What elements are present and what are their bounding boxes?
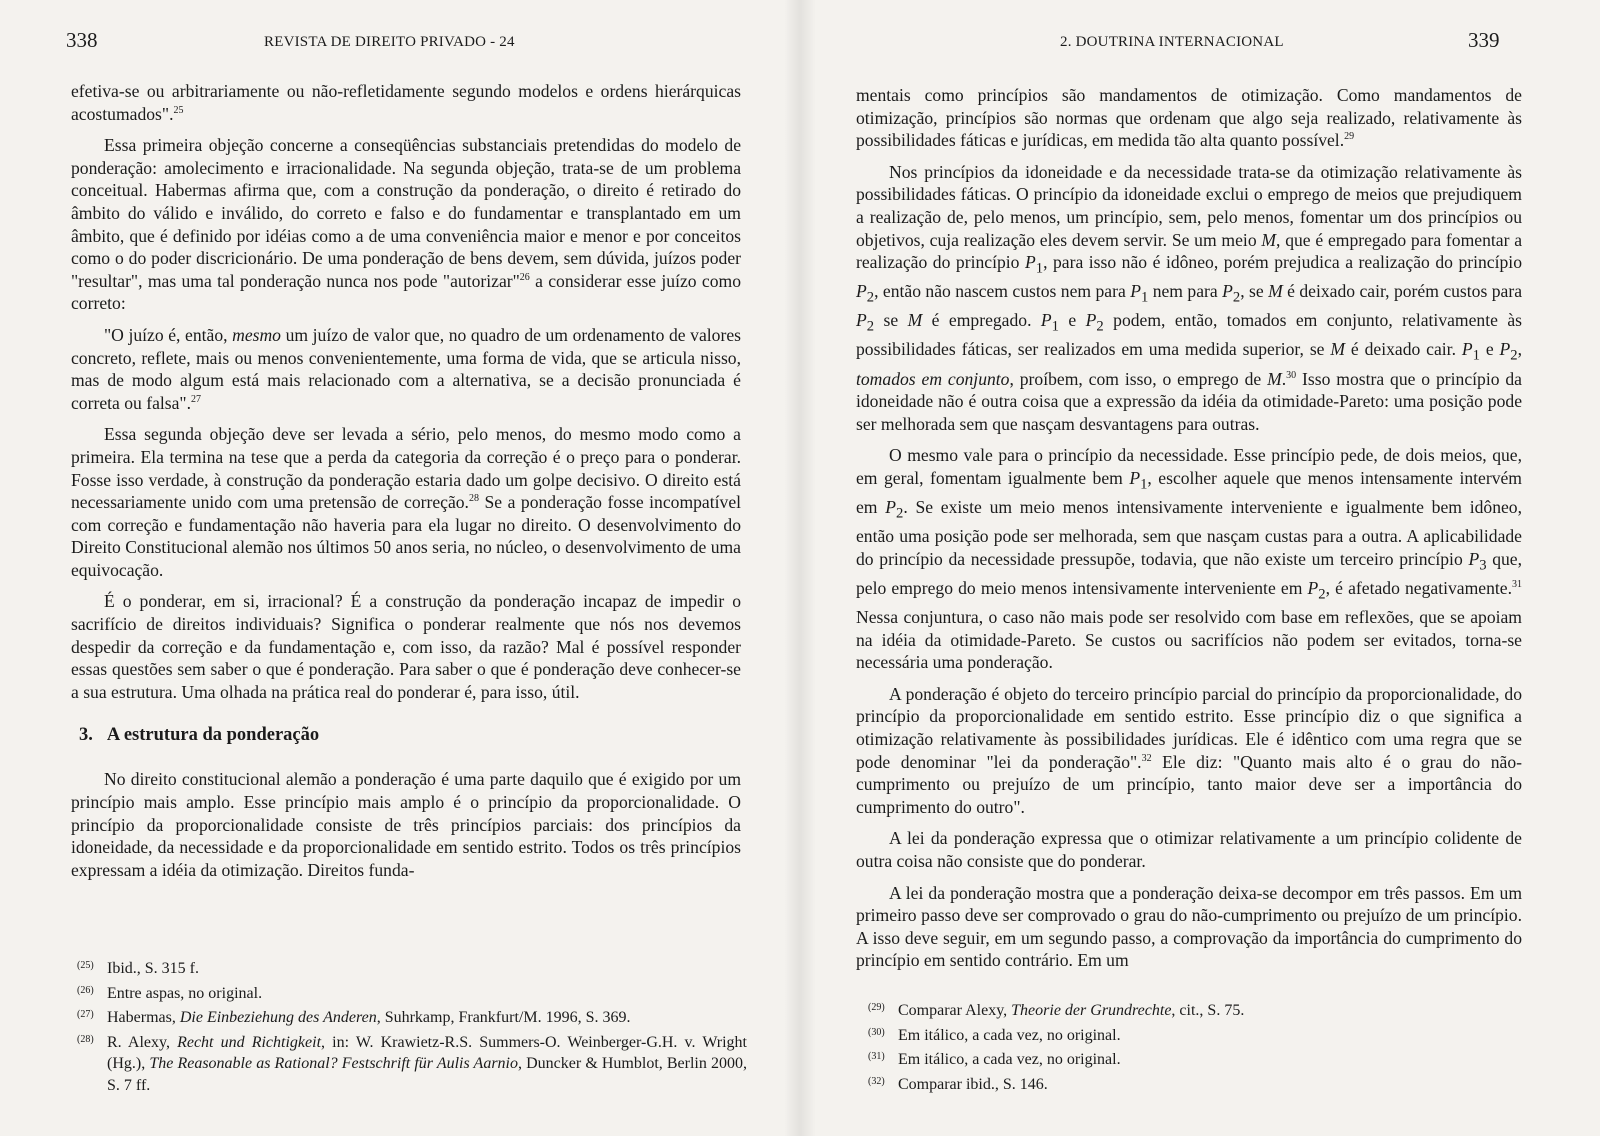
paragraph: Essa primeira objeção concerne a conseqüências substanciais pretendidas do modelo de ponderação: amolecimento e irracionalidade. Na segunda objeção, trata-se de um problema conceitual. Habermas afirma que, com a construção da ponderação, o direito é retirado do âmbito do válido e inválido, do correto e falso e do fundamentar e transplantado em um âmbito, que é definido por idéias como a de uma conveniência maior e menor e por conceitos como o do poder discricionário. De uma ponderação de bens devem, sem dúvida, juízos poder "resultar", mas uma tal ponderação nunca nos pode "autorizar"$^{26}$ a considerar esse juízo como correto:	[71, 135, 741, 314]
paragraph: A lei da ponderação mostra que a ponderação deixa-se decompor em três passos. Em um primeiro passo deve ser comprovado o grau do não-cumprimento ou prejuízo de um princípio. A isso deve seguir, em um segundo passo, a comprovação da importância do cumprimento do princípio em sentido contrário. Em um	[856, 882, 1522, 971]
footnote: (30) Em itálico, a cada vez, no original.	[868, 1026, 1121, 1044]
paragraph: A lei da ponderação expressa que o otimizar relativamente a um princípio colidente de outra coisa não consiste que do ponderar.	[856, 828, 1522, 871]
footnote: (25) Ibid., S. 315 f.	[77, 960, 199, 977]
page-number: 339	[1468, 28, 1500, 52]
running-head: 2. DOUTRINA INTERNACIONAL	[1060, 34, 1284, 50]
paragraph: efetiva-se ou arbitrariamente ou não-refletidamente segundo modelos e ordens hierárquicas acostumados".$^{25}$	[71, 81, 741, 124]
block-quote: "O juízo é, então, mesmo um juízo de valor que, no quadro de um ordenamento de valores concreto, reflete, mais ou menos convenientemente, uma forma de vida, que se articula nisso, mas de modo algum está mais relacionado com a alternativa, se a decisão pronunciada é correta ou falsa".$^{27}$	[71, 324, 741, 413]
body-text	[71, 80, 741, 890]
paragraph: Nos princípios da idoneidade e da necessidade trata-se da otimização relativamente às possibilidades fáticas. O princípio da idoneidade exclui o emprego de meios que prejudiquem a realização de, pelo menos, um princípio, sem, pelo menos, fomentar um dos princípios ou objetivos, cuja realização eles devem servir. Se um meio M, que é empregado para fomentar a realização do princípio $P_1$, para isso não é idôneo, porém prejudica a realização do princípio $P_2$, então não nascem custos nem para $P_1$ nem para $P_2$, se M é deixado cair, porém custos para $P_2$ se M é empregado. $P_1$ e $P_2$ podem, então, tomados em conjunto, relativamente às possibilidades fáticas, ser realizados em uma medida superior, se M é deixado cair. $P_1$ e $P_2$, tomados em conjunto, proíbem, com isso, o emprego de M.$^{30}$ Isso mostra que o princípio da idoneidade não é outra coisa que a expressão da idéia da otimidade-Pareto: uma posição pode ser melhorada sem que nasçam desvantagens para outras.	[856, 161, 1523, 434]
footnote: (29) Comparar Alexy, Theorie der Grundrechte, cit., S. 75.	[868, 1002, 1245, 1019]
footnote: (26) Entre aspas, no original.	[77, 984, 263, 1002]
paragraph: A ponderação é objeto do terceiro princípio parcial do princípio da proporcionalidade, do princípio da proporcionalidade em sentido estrito. Esse princípio diz o que significa a otimização relativamente às possibilidades jurídicas. Ele é idêntico com uma regra que se pode denominar "lei da ponderação".$^{32}$ Ele diz: "Quanto mais alto é o grau do não-cumprimento ou prejuízo de um princípio, tanto maior deve ser a importância do cumprimento do outro".	[856, 683, 1522, 817]
footnotes	[868, 1000, 1548, 1098]
footnote: (27) Habermas, Die Einbeziehung des Anderen, Suhrkamp, Frankfurt/M. 1996, S. 369.	[77, 1009, 631, 1026]
paragraph: mentais como princípios são mandamentos de otimização. Como mandamentos de otimização, princípios são normas que ordenam que algo seja realizado, relativamente às possibilidades fáticas e jurídicas, em medida tão alta quanto possível.$^{29}$	[856, 85, 1522, 151]
body-text	[856, 84, 1522, 981]
footnote: (32) Comparar ibid., S. 146.	[868, 1075, 1048, 1093]
right-page	[800, 0, 1600, 1136]
section-heading: 3. A estrutura da ponderação	[79, 725, 320, 746]
footnote: (28) R. Alexy, Recht und Richtigkeit, in: W. Krawietz-R.S. Summers-O. Weinberger-G.H. v. Wright (Hg.), The Reasonable as Rational? Festschrift für Aulis Aarnio, Duncker & Humblot, Berlin 2000, S. 7 ff.	[77, 1033, 747, 1094]
footnote: (31) Em itálico, a cada vez, no original.	[868, 1051, 1121, 1068]
paragraph: O mesmo vale para o princípio da necessidade. Esse princípio pede, de dois meios, que, em geral, fomentam igualmente bem $P_1$, escolher aquele que menos intensamente intervém em $P_2$. Se existe um meio menos intensivamente interveniente e igualmente bem idôneo, então uma posição pode ser melhorada, sem que nasçam custas para a outra. A aplicabilidade do princípio da necessidade pressupõe, todavia, que não existe um terceiro princípio $P_3$ que, pelo emprego do meio menos intensivamente interveniente em $P_2$, é afetado negativamente.$^{31}$ Nessa conjuntura, o caso não mais pode ser resolvido com base em reflexões, que se apoiam na idéia da otimidade-Pareto. Se custos ou sacrifícios não podem ser evitados, torna-se necessária uma ponderação.	[856, 445, 1522, 673]
running-head: REVISTA DE DIREITO PRIVADO - 24	[264, 34, 515, 50]
paragraph: É o ponderar, em si, irracional? É a construção da ponderação incapaz de impedir o sacrifício de direitos individuais? Significa o ponderar realmente que nós nos devemos despedir da correção e da fundamentação e, com isso, da razão? Mal é possível responder essas questões sem saber o que é ponderação. Para saber o que é ponderação deve conhecer-se a sua estrutura. Uma olhada na prática real do ponderar é, para isso, útil.	[71, 591, 741, 702]
paragraph: Essa segunda objeção deve ser levada a sério, pelo menos, do mesmo modo como a primeira. Ela termina na tese que a perda da categoria da correção é o preço para o ponderar. Fosse isso verdade, à construção da ponderação estaria dado um golpe decisivo. O direito está necessariamente unido com uma pretensão de correção.$^{28}$ Se a ponderação fosse incompatível com correção e fundamentação não haveria para ela lugar no direito. O desenvolvimento do Direito Constitucional alemão nos últimos 50 anos seria, no núcleo, o desenvolvimento de uma equivocação.	[71, 424, 742, 580]
paragraph: No direito constitucional alemão a ponderação é uma parte daquilo que é exigido por um princípio mais amplo. Esse princípio mais amplo é o princípio da proporcionalidade. O princípio da proporcionalidade consiste de três princípios parciais: dos princípios da idoneidade, da necessidade e da proporcionalidade em sentido estrito. Todos os três princípios expressam a idéia da otimização. Direitos funda-	[71, 769, 741, 880]
page-number: 338	[66, 28, 98, 52]
footnotes	[77, 958, 747, 1099]
